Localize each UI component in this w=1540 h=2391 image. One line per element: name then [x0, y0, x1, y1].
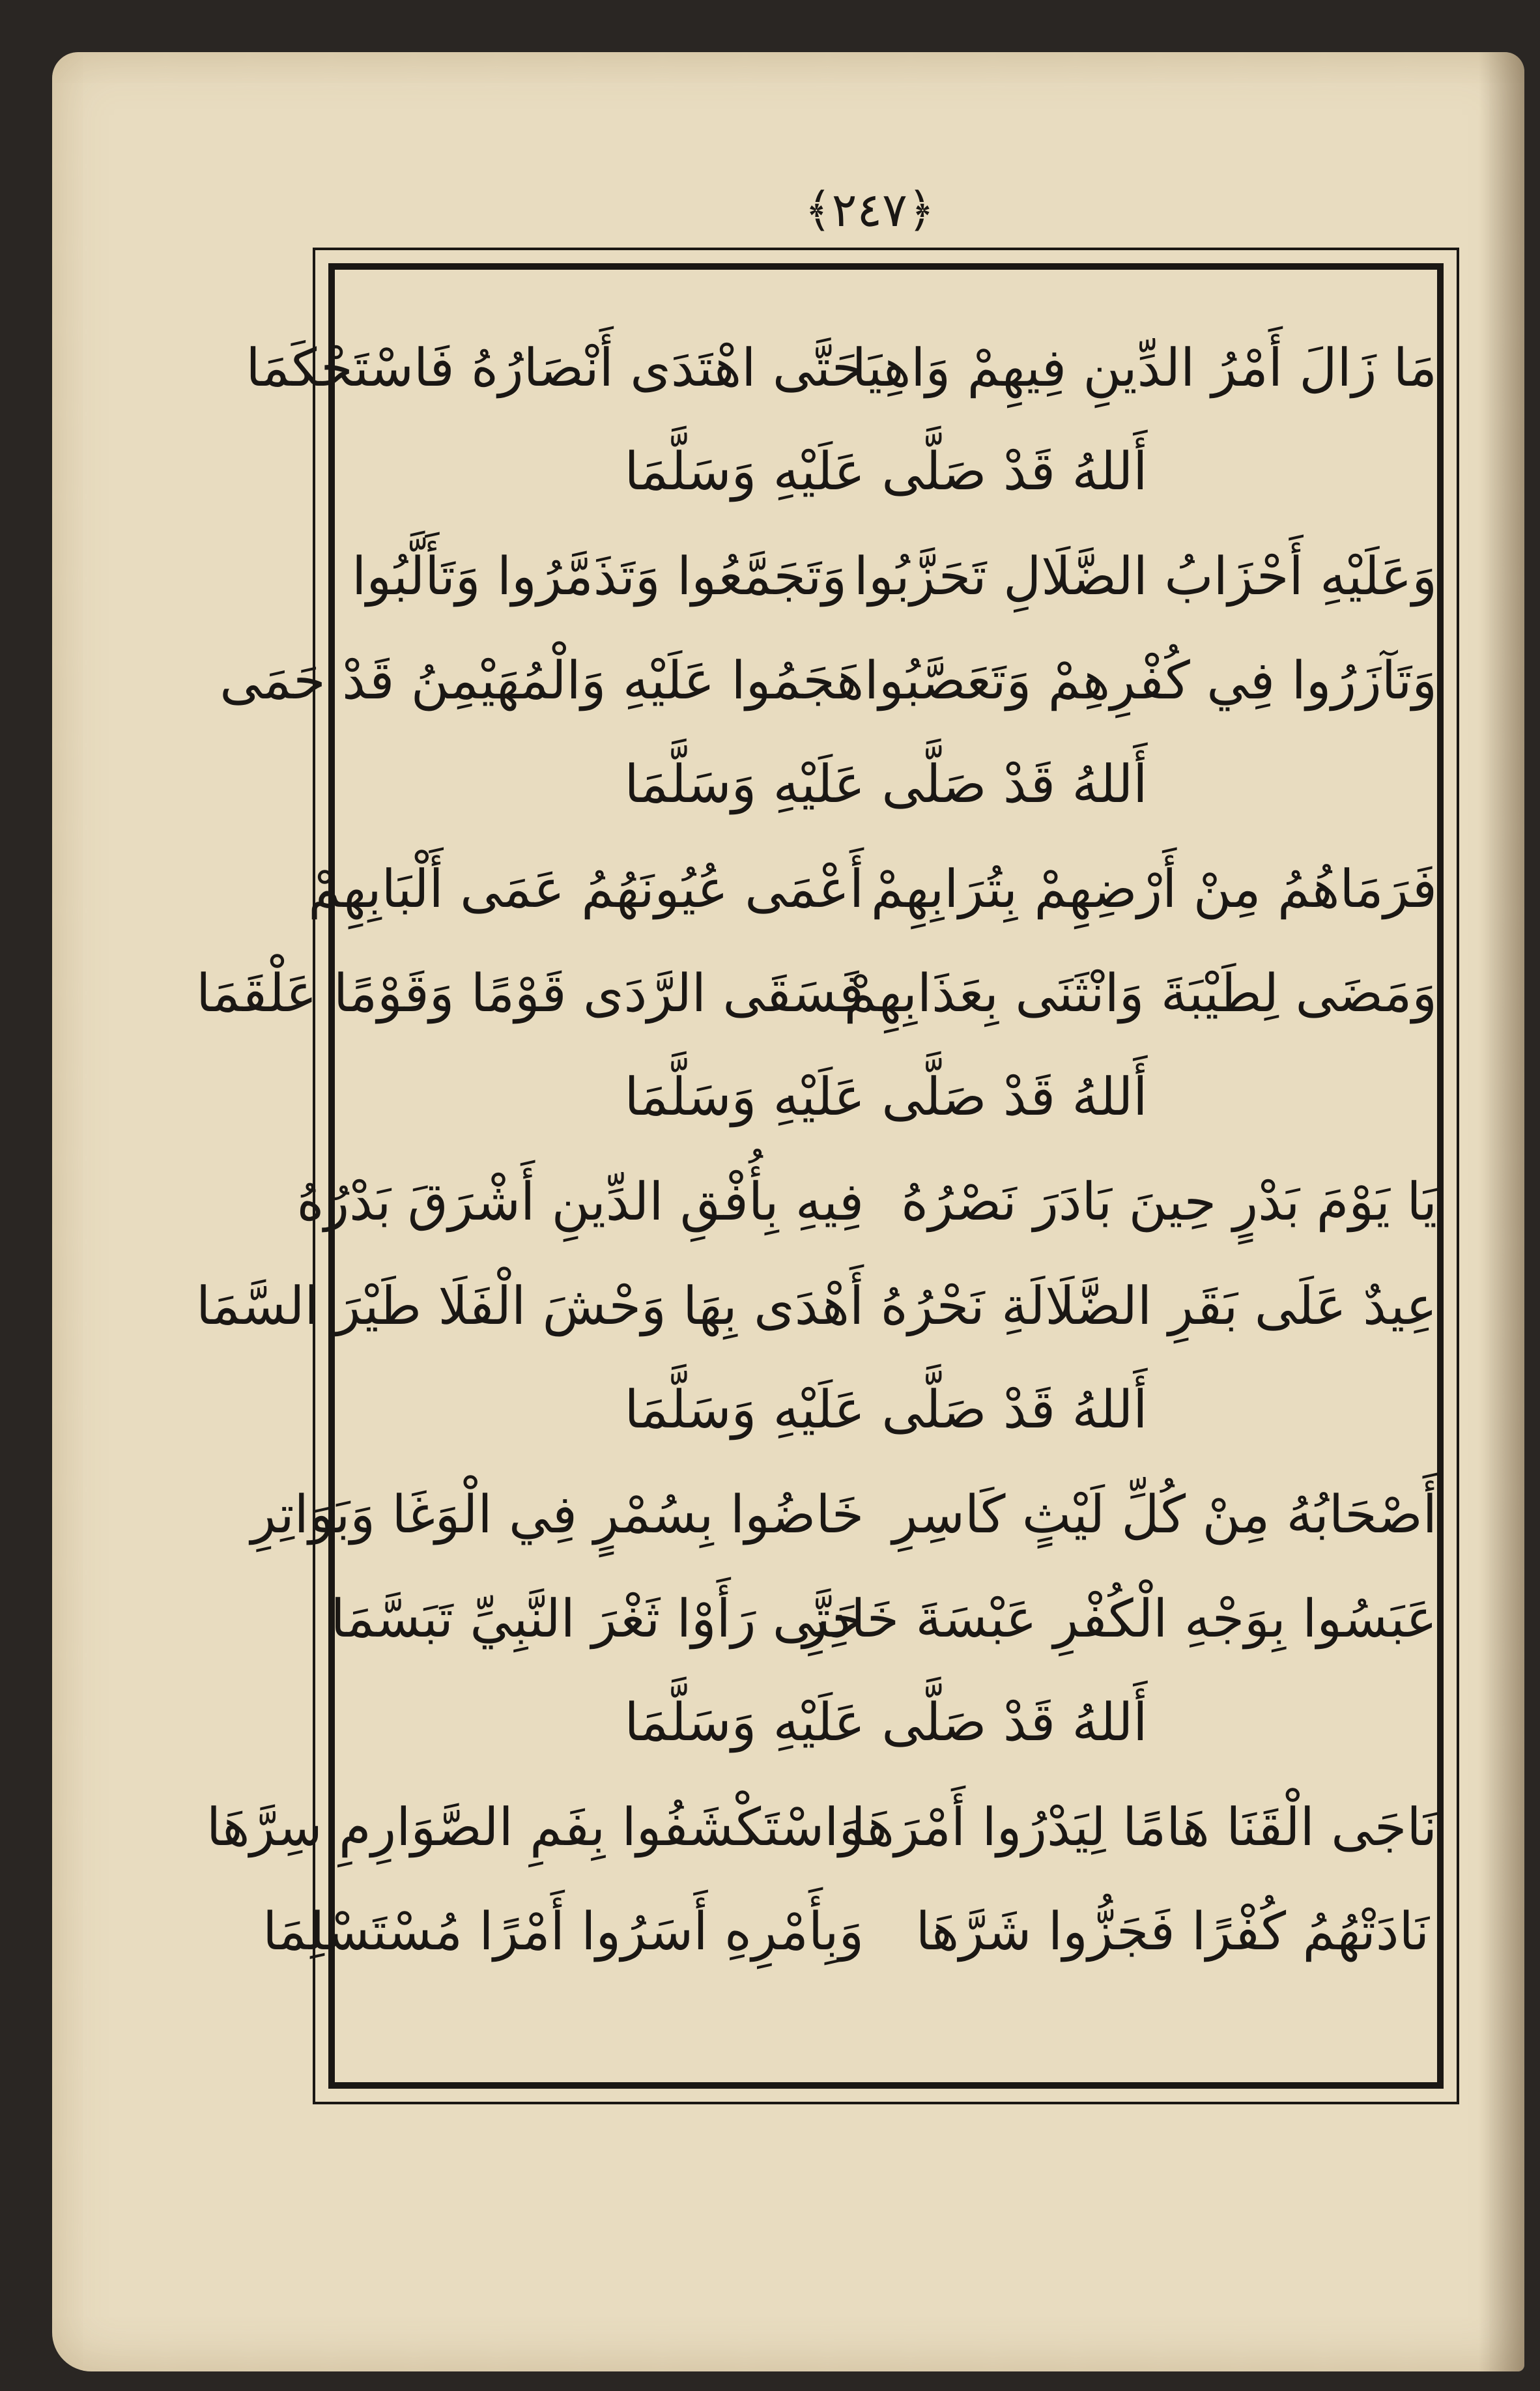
hemistich-left: خَاضُوا بِسُمْرٍ فِي الْوَغَا وَبَوَاتِرِ — [251, 1483, 864, 1545]
hemistich-right: عَبَسُوا بِوَجْهِ الْكُفْرِ عَبْسَةَ خَادِرِ — [802, 1588, 1437, 1649]
page-spine-shadow — [1479, 52, 1524, 2371]
verse-row — [330, 1566, 1437, 1670]
verse-row — [251, 1462, 1437, 1566]
verse-row — [296, 1149, 1437, 1253]
verse-row — [246, 315, 1437, 420]
text-frame-outer — [196, 248, 1459, 2104]
refrain-line: أَللهُ قَدْ صَلَّى عَلَيْهِ وَسَلَّمَا — [624, 441, 1148, 502]
book-page — [52, 52, 1524, 2371]
hemistich-right: مَا زَالَ أَمْرُ الدِّينِ فِيهِمْ وَاهِيَا — [851, 337, 1437, 398]
refrain-line: أَللهُ قَدْ صَلَّى عَلَيْهِ وَسَلَّمَا — [624, 1692, 1148, 1753]
hemistich-right: وَعَلَيْهِ أَحْزَابُ الضَّلَالِ تَحَزَّبُوا — [853, 545, 1437, 607]
hemistich-left: فِيهِ بِأُفْقِ الدِّينِ أَشْرَقَ بَدْرُهُ — [296, 1171, 864, 1232]
hemistich-left: وَاسْتَكْشَفُوا بِفَمِ الصَّوَارِمِ سِرَّهَا — [206, 1796, 864, 1857]
page-number: ﴿٢٤٧﴾ — [804, 182, 935, 237]
verse-row — [206, 1775, 1437, 1879]
verse-row — [308, 837, 1437, 941]
hemistich-right: وَتَآزَرُوا فِي كُفْرِهِمْ وَتَعَصَّبُوا — [864, 650, 1437, 711]
hemistich-right: أَصْحَابُهُ مِنْ كُلِّ لَيْثٍ كَاسِرِ — [892, 1483, 1437, 1545]
hemistich-left: هَجَمُوا عَلَيْهِ وَالْمُهَيْمِنُ قَدْ حَمَى — [220, 650, 864, 711]
hemistich-left: حَتَّى اهْتَدَى أَنْصَارُهُ فَاسْتَحْكَمَا — [246, 337, 864, 398]
poem — [196, 315, 1437, 1983]
hemistich-left: فَسَقَى الرَّدَى قَوْمًا وَقَوْمًا عَلْقَمَا — [196, 962, 864, 1024]
verse-row — [196, 1253, 1437, 1358]
hemistich-right: نَادَتْهُمُ كُفْرًا فَجَزُّوا شَرَّهَا — [915, 1900, 1430, 1962]
hemistich-right: عِيدٌ عَلَى بَقَرِ الضَّلَالَةِ نَحْرُهُ — [880, 1275, 1437, 1336]
verse-row — [335, 524, 1437, 628]
refrain-line: أَللهُ قَدْ صَلَّى عَلَيْهِ وَسَلَّمَا — [624, 1379, 1148, 1440]
hemistich-right: فَرَمَاهُمُ مِنْ أَرْضِهِمْ بِتُرَابِهِمْ — [870, 858, 1437, 919]
hemistich-left: أَهْدَى بِهَا وَحْشَ الْفَلَا طَيْرَ السَّمَا — [196, 1275, 864, 1336]
hemistich-right: يَا يَوْمَ بَدْرٍ حِينَ بَادَرَ نَصْرُهُ — [901, 1171, 1437, 1232]
hemistich-left: وَتَجَمَّعُوا وَتَذَمَّرُوا وَتَأَلَّبُوا — [352, 545, 848, 607]
refrain-line: أَللهُ قَدْ صَلَّى عَلَيْهِ وَسَلَّمَا — [624, 1067, 1148, 1127]
hemistich-right: وَمَضَى لِطَيْبَةَ وَانْثَنَى بِعَذَابِهِمْ — [844, 962, 1437, 1024]
verse-row — [263, 1879, 1437, 1983]
hemistich-left: أَعْمَى عُيُونَهُمُ عَمَى أَلْبَابِهِمْ — [308, 858, 864, 919]
refrain-line: أَللهُ قَدْ صَلَّى عَلَيْهِ وَسَلَّمَا — [624, 754, 1148, 814]
hemistich-right: نَاجَى الْقَنَا هَامًا لِيَدْرُوا أَمْرَهَا — [851, 1796, 1437, 1857]
hemistich-left: حَتَّى رَأَوْا ثَغْرَ النَّبِيِّ تَبَسَّمَا — [330, 1588, 864, 1649]
verse-row — [220, 628, 1437, 732]
verse-row — [196, 941, 1437, 1045]
hemistich-left: وَبِأَمْرِهِ أَسَرُوا أَمْرًا مُسْتَسْلِمَا — [263, 1900, 864, 1962]
